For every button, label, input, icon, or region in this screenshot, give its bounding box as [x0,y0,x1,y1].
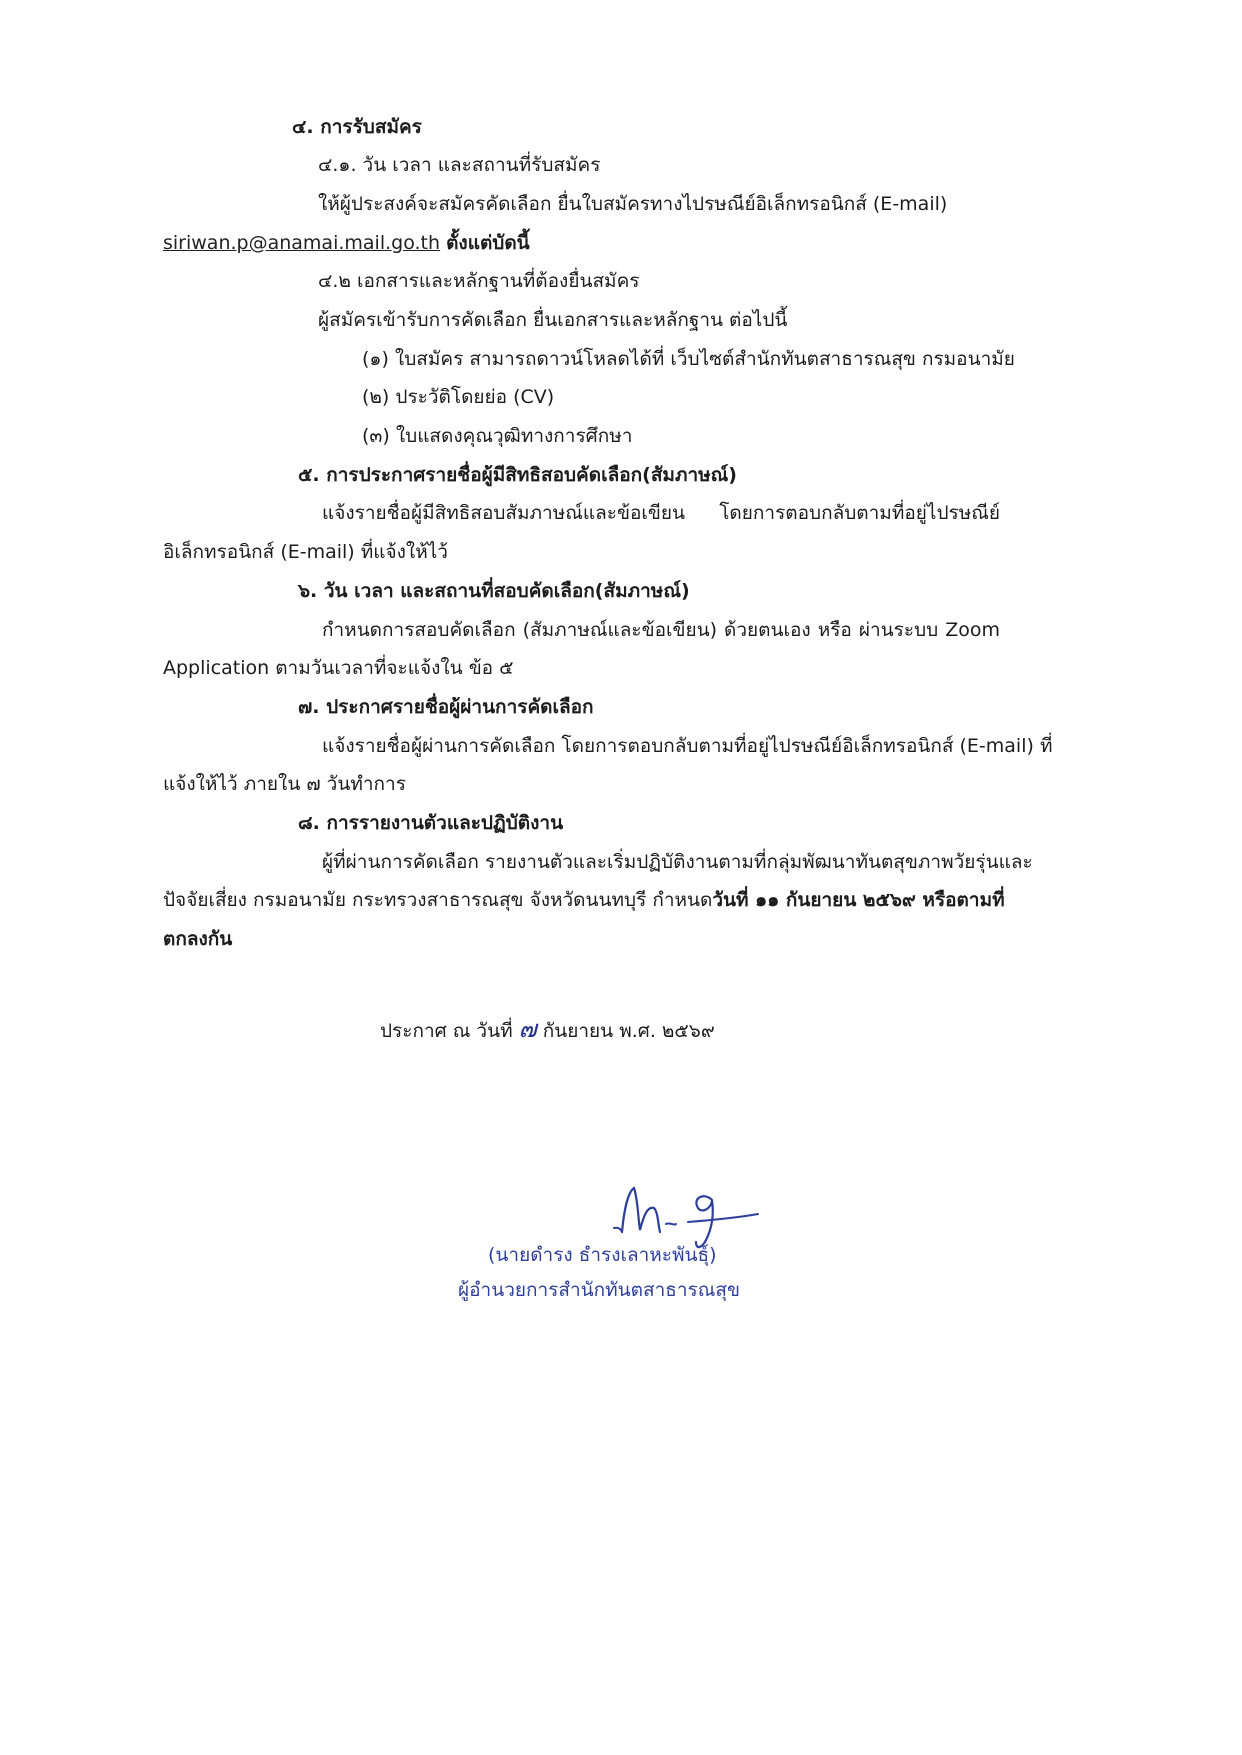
section-6-line-2: Application ตามวันเวลาที่จะแจ้งใน ข้อ ๕ [163,657,514,679]
email-line [163,230,530,256]
section-8-line-1: ผู้ที่ผ่านการคัดเลือก รายงานตัวและเริ่มปฏิบัติงานตามที่กลุ่มพัฒนาทันตสุขภาพวัยรุ่นและ [322,851,1033,873]
section-5-line-2: อิเล็กทรอนิกส์ (E-mail) ที่แจ้งให้ไว้ [163,541,448,563]
signature-block [458,1180,838,1310]
section-5-line-1: แจ้งรายชื่อผู้มีสิทธิสอบสัมภาษณ์และข้อเขียน โดยการตอบกลับตามที่อยู่ไปรษณีย์ [322,502,1000,524]
section-8-line-2-plain: ปัจจัยเสี่ยง กรมอนามัย กระทรวงสาธารณสุข จังหวัดนนทบุรี กำหนด [163,889,713,911]
section-8-line-2 [163,887,1005,913]
section-7-line-1: แจ้งรายชื่อผู้ผ่านการคัดเลือก โดยการตอบกลับตามที่อยู่ไปรษณีย์อิเล็กทรอนิกส์ (E-mail) ที่ [322,735,1053,757]
section-8-line-3: ตกลงกัน [163,928,233,950]
doc-item: (๒) ประวัติโดยย่อ (CV) [362,386,555,408]
announcement-month-year: กันยายน พ.ศ. ๒๕๖๙ [542,1020,715,1042]
section-8-heading: ๘. การรายงานตัวและปฏิบัติงาน [298,812,564,834]
doc-item: (๑) ใบสมัคร สามารถดาวน์โหลดได้ที่ เว็บไซต์สำนักทันตสาธารณสุข กรมอนามัย [362,348,1015,370]
announcement-date [380,1016,715,1044]
doc-item: (๓) ใบแสดงคุณวุฒิทางการศึกษา [362,425,633,447]
section-4-2-intro: ผู้สมัครเข้ารับการคัดเลือก ยื่นเอกสารและหลักฐาน ต่อไปนี้ [318,309,788,331]
signer-name: (นายดำรง ธำรงเลาหะพันธุ์) [488,1244,717,1266]
signer-position: ผู้อำนวยการสำนักทันตสาธารณสุข [458,1279,740,1301]
announcement-day: ๗ [518,1015,537,1043]
section-7-heading: ๗. ประกาศรายชื่อผู้ผ่านการคัดเลือก [298,696,594,718]
section-8-report-date: วันที่ ๑๑ กันยายน ๒๕๖๙ หรือตามที่ [712,889,1005,911]
section-7-line-2: แจ้งให้ไว้ ภายใน ๗ วันทำการ [163,773,406,795]
announcement-prefix: ประกาศ ณ วันที่ [380,1020,513,1042]
section-4-heading: ๔. การรับสมัคร [292,116,422,138]
section-4-2-heading: ๔.๒ เอกสารและหลักฐานที่ต้องยื่นสมัคร [318,270,640,292]
section-5-heading: ๕. การประกาศรายชื่อผู้มีสิทธิสอบคัดเลือก(สัมภาษณ์) [298,464,737,486]
section-4-1-heading: ๔.๑. วัน เวลา และสถานที่รับสมัคร [318,154,601,176]
section-6-heading: ๖. วัน เวลา และสถานที่สอบคัดเลือก(สัมภาษณ์) [298,580,690,602]
from-now-text: ตั้งแต่บัดนี้ [446,232,530,254]
section-6-line-1: กำหนดการสอบคัดเลือก (สัมภาษณ์และข้อเขียน) ด้วยตนเอง หรือ ผ่านระบบ Zoom [322,619,1000,641]
email-link[interactable]: siriwan.p@anamai.mail.go.th [163,232,441,254]
section-4-1-text: ให้ผู้ประสงค์จะสมัครคัดเลือก ยื่นใบสมัครทางไปรษณีย์อิเล็กทรอนิกส์ (E-mail) [318,193,948,215]
